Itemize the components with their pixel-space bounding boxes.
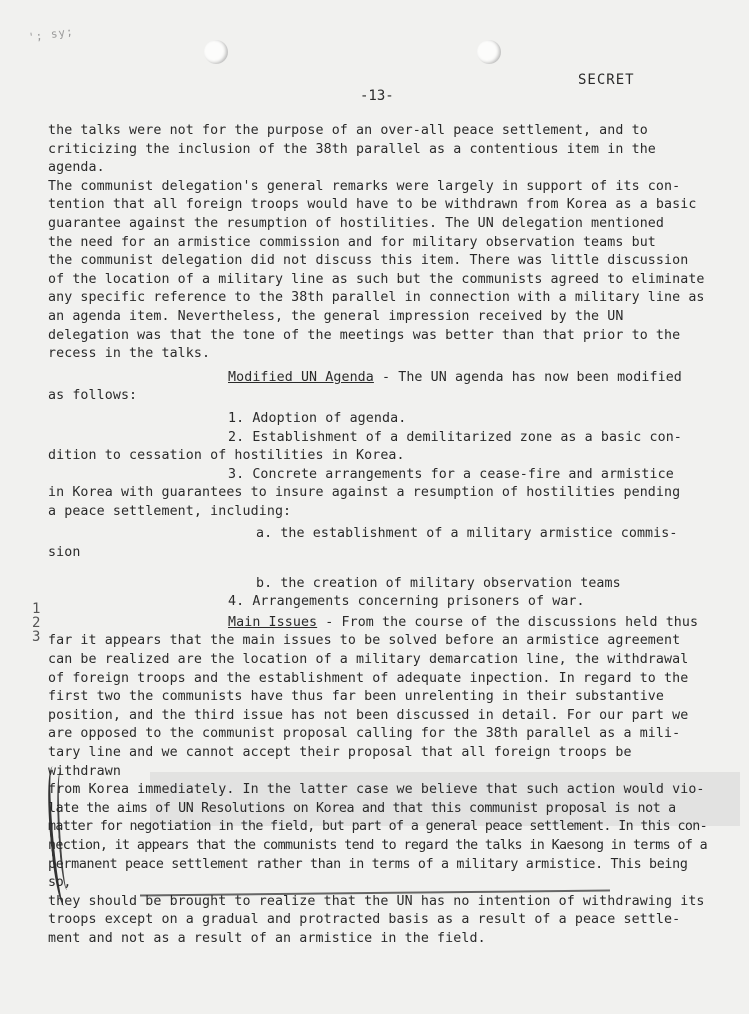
text-line: matter for negotiation in the field, but part of a general peace settlement. In this con- [48, 819, 708, 835]
text-line: position, and the third issue has not been discussed in detail. For our part we [48, 707, 689, 723]
text-line: in Korea with guarantees to insure against a resumption of hostilities pending [48, 485, 681, 501]
text-line: nection, it appears that the communists tend to regard the talks in Kaesong in terms of a [48, 837, 708, 853]
margin-note: 1 2 3 [32, 601, 41, 645]
agenda-intro-text: - The UN agenda has now been modified [373, 369, 682, 385]
text-line: the need for an armistice commission and for military observation teams but [48, 234, 656, 250]
text-line: sion [48, 545, 81, 561]
text-line: late the aims of UN Resolutions on Korea and that this communist proposal is not a [48, 800, 676, 816]
document-body [48, 122, 708, 949]
page-number: -13- [360, 88, 394, 104]
text-line: any specific reference to the 38th parallel in connection with a military line as [48, 290, 705, 306]
text-line: they should be brought to realize that the UN has no intention of withdrawing its [48, 893, 705, 909]
text-line: of the location of a military line as such but the communists agreed to eliminate [48, 271, 705, 287]
text-line: troops except on a gradual and protracted basis as a result of a peace settle- [48, 912, 681, 928]
text-line: criticizing the inclusion of the 38th parallel as a contentious item in the agenda. [48, 141, 656, 176]
agenda-subitem-b: b. the creation of military observation teams [256, 575, 621, 591]
text-line: can be realized are the location of a military demarcation line, the withdrawal [48, 652, 689, 668]
issues-intro-text: - From the course of the discussions held thus [317, 614, 699, 630]
punch-hole-right [477, 40, 501, 64]
text-line: tary line and we cannot accept their proposal that all foreign troops be withdrawn [48, 745, 632, 779]
text-line: delegation was that the tone of the meetings was better than that prior to the [48, 327, 681, 343]
text-line: dition to cessation of hostilities in Korea. [48, 448, 405, 464]
agenda-intro [48, 369, 708, 388]
agenda-item-4: 4. Arrangements concerning prisoners of war. [228, 594, 585, 610]
punch-hole-left [204, 40, 228, 64]
text-line: ment and not as a result of an armistice in the field. [48, 930, 486, 946]
text-line: far it appears that the main issues to be solved before an armistice agreement [48, 633, 681, 649]
text-line: first two the communists have thus far been unrelenting in their substantive [48, 689, 665, 705]
classification-stamp: SECRET [578, 72, 635, 88]
text-line: permanent peace settlement rather than in terms of a military armistice. This being so, [48, 856, 688, 891]
text-line: an agenda item. Nevertheless, the general impression received by the UN [48, 308, 624, 324]
text-line: a peace settlement, including: [48, 503, 292, 519]
agenda-heading: Modified UN Agenda [228, 369, 374, 385]
agenda-subitem-a: a. the establishment of a military armistice commis- [256, 526, 678, 542]
text-line: as follows: [48, 388, 138, 404]
text-line: are opposed to the communist proposal calling for the 38th parallel as a mili- [48, 726, 681, 742]
text-line: tention that all foreign troops would have to be withdrawn from Korea as a basic [48, 197, 697, 213]
paragraph-opening [48, 122, 708, 364]
issues-intro [48, 614, 708, 633]
agenda-item-1: 1. Adoption of agenda. [228, 410, 407, 426]
text-line: the talks were not for the purpose of an over-all peace settlement, and to [48, 123, 648, 138]
text-line: from Korea immediately. In the latter case we believe that such action would vio- [48, 782, 705, 798]
text-line: guarantee against the resumption of hostilities. The UN delegation mentioned [48, 215, 665, 231]
text-line: the communist delegation did not discuss this item. There was little discussion [48, 253, 689, 269]
agenda-item-2: 2. Establishment of a demilitarized zone as a basic con- [228, 429, 682, 445]
corner-scribble: '; sy; [27, 24, 75, 45]
paragraph-main-issues [48, 632, 708, 948]
agenda-item-3: 3. Concrete arrangements for a cease-fire and armistice [228, 466, 674, 482]
text-line: The communist delegation's general remarks were largely in support of its con- [48, 178, 681, 194]
issues-heading: Main Issues [228, 614, 318, 630]
text-line: recess in the talks. [48, 346, 211, 362]
text-line: of foreign troops and the establishment of adequate inpection. In regard to the [48, 670, 689, 686]
